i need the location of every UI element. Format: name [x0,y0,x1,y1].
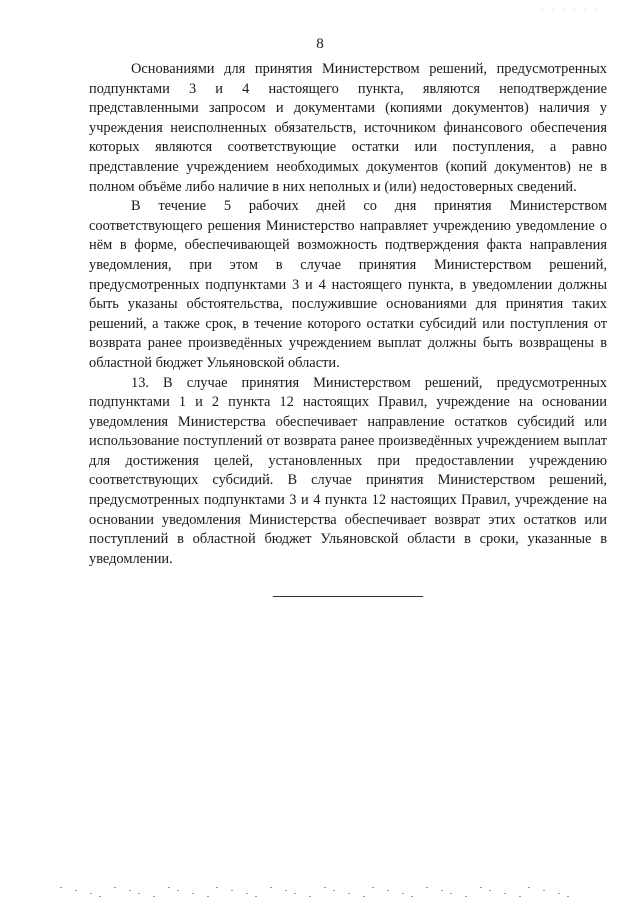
scan-artifact-marks: · · · · · · [541,6,600,15]
scan-dot [543,890,545,891]
scan-dot [129,890,131,891]
scan-dot [450,893,452,894]
scan-dot [231,890,233,891]
scan-dot [294,893,296,894]
scan-dot [372,887,374,888]
scan-dot [363,896,365,897]
scan-dot [465,896,467,897]
scan-dot [528,887,530,888]
scan-dot [504,893,506,894]
scan-dot [153,896,155,897]
scan-dot [348,893,350,894]
scan-dot [75,890,77,891]
document-body [89,60,607,569]
scan-dot [333,890,335,891]
scan-artifact-dots [0,887,640,901]
paragraph-notification-deadline: В течение 5 рабочих дней со дня принятия Министерством соответствующего решения Министерство направляет учреждению уведомление о нём в форме, обеспечивающей возможность подтверждения факта направления уведомления, при этом в случае принятия Министерством решений, предусмотренных подпунктами 3 и 4 настоящего пункта, в уведомлении должны быть указаны обстоятельства, послужившие основаниями для принятия таких решений, а также срок, в течение которого остатки субсидий или поступления от возврата ранее произведённых учреждением выплат должны быть возвращены в областной бюджет Ульяновской области. [89,198,607,371]
paragraph-item-13: 13. В случае принятия Министерством решений, предусмотренных подпунктами 1 и 2 пункта 12 настоящих Правил, учреждение на основании уведомления Министерства обеспечивает направление остатков субсидий или использование поступлений от возврата ранее произведённых учреждением выплат для достижения целей, установленных при предоставлении учреждению соответствующих субсидий. В случае принятия Министерством решений, предусмотренных подпунктами 3 и 4 пункта 12 настоящих Правил, учреждение на основании уведомления Министерства обеспечивает возврат этих остатков или поступлений в областной бюджет Ульяновской области в сроки, указанные в уведомлении. [89,374,607,567]
scan-dot [309,896,311,897]
scan-dot [216,887,218,888]
scan-dot [177,890,179,891]
scan-dot [255,896,257,897]
scan-dot [270,887,272,888]
scan-dot [387,890,389,891]
end-of-text-divider [273,596,423,597]
scan-dot [558,893,560,894]
scan-dot [519,896,521,897]
scan-dot [192,893,194,894]
scan-dot [402,893,404,894]
scan-dot [426,887,428,888]
scan-dot [138,893,140,894]
scan-dot [324,887,326,888]
scan-dot [60,887,62,888]
scan-dot [114,887,116,888]
scan-dot [567,896,569,897]
scan-dot [207,896,209,897]
scan-dot [90,893,92,894]
scan-dot [441,890,443,891]
scan-dot [480,887,482,888]
scan-dot [489,890,491,891]
paragraph-grounds-for-decision: Основаниями для принятия Министерством решений, предусмотренных подпунктами 3 и 4 настоящего пункта, являются неподтверждение представленными запросом и документами (копиями документов) наличия у учреждения неисполненных обязательств, источником финансового обеспечения которых являются соответствующие остатки или поступления, а равно представление учреждением необходимых документов (копий документов) не в полном объёме либо наличие в них неполных и (или) недостоверных сведений. [89,61,607,195]
scan-dot [246,893,248,894]
scan-dot [285,890,287,891]
scan-dot [168,887,170,888]
scan-dot [411,896,413,897]
scan-dot [99,896,101,897]
page-number: 8 [316,36,324,52]
